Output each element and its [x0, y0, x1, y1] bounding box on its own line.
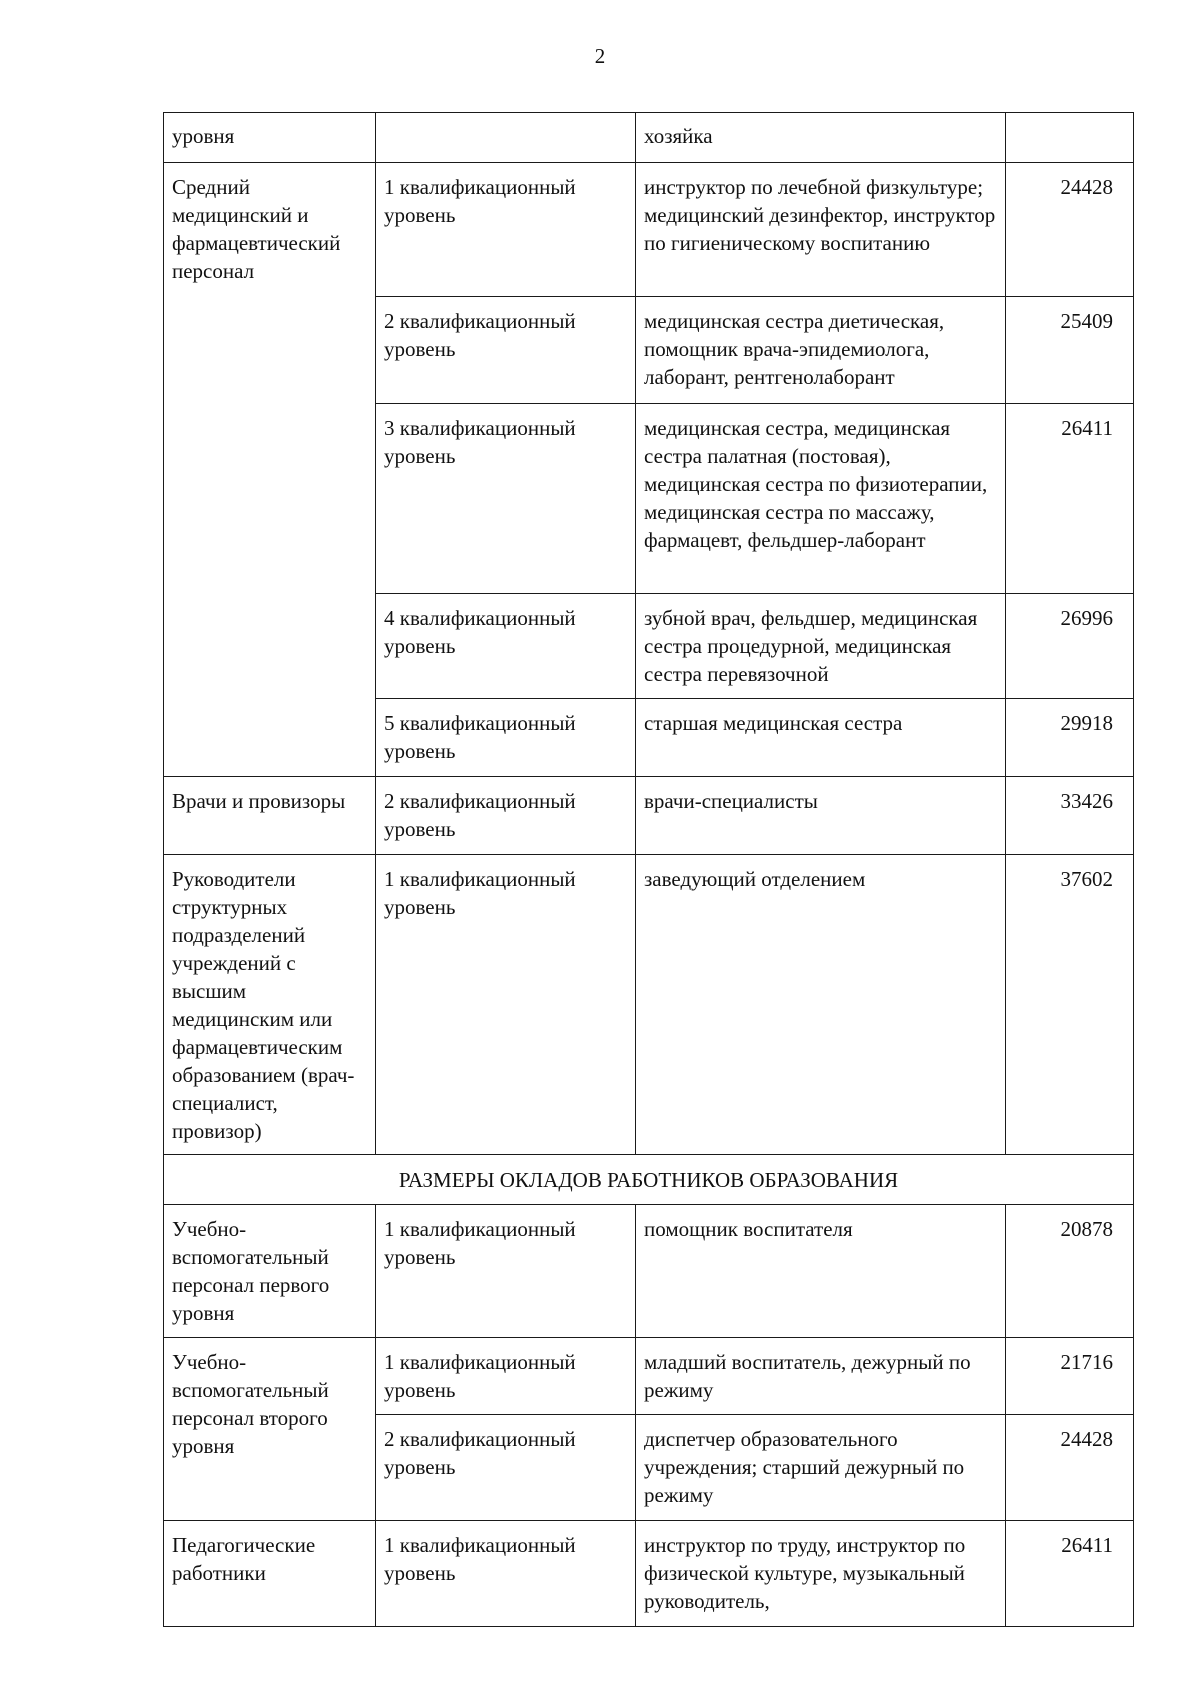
- level-cell: 5 квалификационный уровень: [376, 699, 636, 777]
- positions-cell: врачи-специалисты: [636, 777, 1006, 855]
- level-cell: 1 квалификационный уровень: [376, 1521, 636, 1627]
- positions-cell: помощник воспитателя: [636, 1205, 1006, 1338]
- amount-cell: [1006, 113, 1134, 163]
- page-number: 2: [594, 44, 606, 68]
- level-cell: [376, 113, 636, 163]
- positions-cell: медицинская сестра, медицинская сестра палатная (постовая), медицинская сестра по физиотерапии, медицинская сестра по массажу, фармацевт, фельдшер-лаборант: [636, 404, 1006, 594]
- level-cell: 1 квалификационный уровень: [376, 855, 636, 1155]
- positions-cell: зубной врач, фельдшер, медицинская сестра процедурной, медицинская сестра перевязочной: [636, 594, 1006, 699]
- table-row: [164, 163, 1134, 297]
- level-cell: 2 квалификационный уровень: [376, 777, 636, 855]
- group-cell: Педагогические работники: [164, 1521, 376, 1627]
- group-cell: Учебно-вспомогательный персонал второго уровня: [164, 1338, 376, 1521]
- group-cell: Учебно-вспомогательный персонал первого уровня: [164, 1205, 376, 1338]
- amount-cell: 26996: [1006, 594, 1134, 699]
- table-row: [164, 1521, 1134, 1627]
- group-cell: Средний медицинский и фармацевтический персонал: [164, 163, 376, 777]
- salary-table-body: [164, 113, 1134, 1627]
- level-cell: 1 квалификационный уровень: [376, 163, 636, 297]
- positions-cell: младший воспитатель, дежурный по режиму: [636, 1338, 1006, 1415]
- section-title: РАЗМЕРЫ ОКЛАДОВ РАБОТНИКОВ ОБРАЗОВАНИЯ: [164, 1155, 1134, 1205]
- table-row: [164, 777, 1134, 855]
- amount-cell: 21716: [1006, 1338, 1134, 1415]
- level-cell: 1 квалификационный уровень: [376, 1205, 636, 1338]
- level-cell: 2 квалификационный уровень: [376, 297, 636, 404]
- level-cell: 1 квалификационный уровень: [376, 1338, 636, 1415]
- amount-cell: 24428: [1006, 1415, 1134, 1521]
- positions-cell: заведующий отделением: [636, 855, 1006, 1155]
- level-cell: 3 квалификационный уровень: [376, 404, 636, 594]
- positions-cell: инструктор по труду, инструктор по физической культуре, музыкальный руководитель,: [636, 1521, 1006, 1627]
- amount-cell: 33426: [1006, 777, 1134, 855]
- positions-cell: инструктор по лечебной физкультуре; медицинский дезинфектор, инструктор по гигиеническому воспитанию: [636, 163, 1006, 297]
- section-title-row: [164, 1155, 1134, 1205]
- amount-cell: 20878: [1006, 1205, 1134, 1338]
- level-cell: 2 квалификационный уровень: [376, 1415, 636, 1521]
- amount-cell: 25409: [1006, 297, 1134, 404]
- amount-cell: 37602: [1006, 855, 1134, 1155]
- table-row: [164, 855, 1134, 1155]
- salary-table: [163, 112, 1134, 1627]
- amount-cell: 29918: [1006, 699, 1134, 777]
- table-row: [164, 113, 1134, 163]
- positions-cell: хозяйка: [636, 113, 1006, 163]
- amount-cell: 26411: [1006, 1521, 1134, 1627]
- positions-cell: медицинская сестра диетическая, помощник врача-эпидемиолога, лаборант, рентгенолаборант: [636, 297, 1006, 404]
- table-row: [164, 1205, 1134, 1338]
- positions-cell: диспетчер образовательного учреждения; старший дежурный по режиму: [636, 1415, 1006, 1521]
- amount-cell: 24428: [1006, 163, 1134, 297]
- group-cell: Врачи и провизоры: [164, 777, 376, 855]
- level-cell: 4 квалификационный уровень: [376, 594, 636, 699]
- amount-cell: 26411: [1006, 404, 1134, 594]
- group-cell: уровня: [164, 113, 376, 163]
- table-row: [164, 1338, 1134, 1415]
- group-cell: Руководители структурных подразделений учреждений с высшим медицинским или фармацевтическим образованием (врач-специалист, провизор): [164, 855, 376, 1155]
- positions-cell: старшая медицинская сестра: [636, 699, 1006, 777]
